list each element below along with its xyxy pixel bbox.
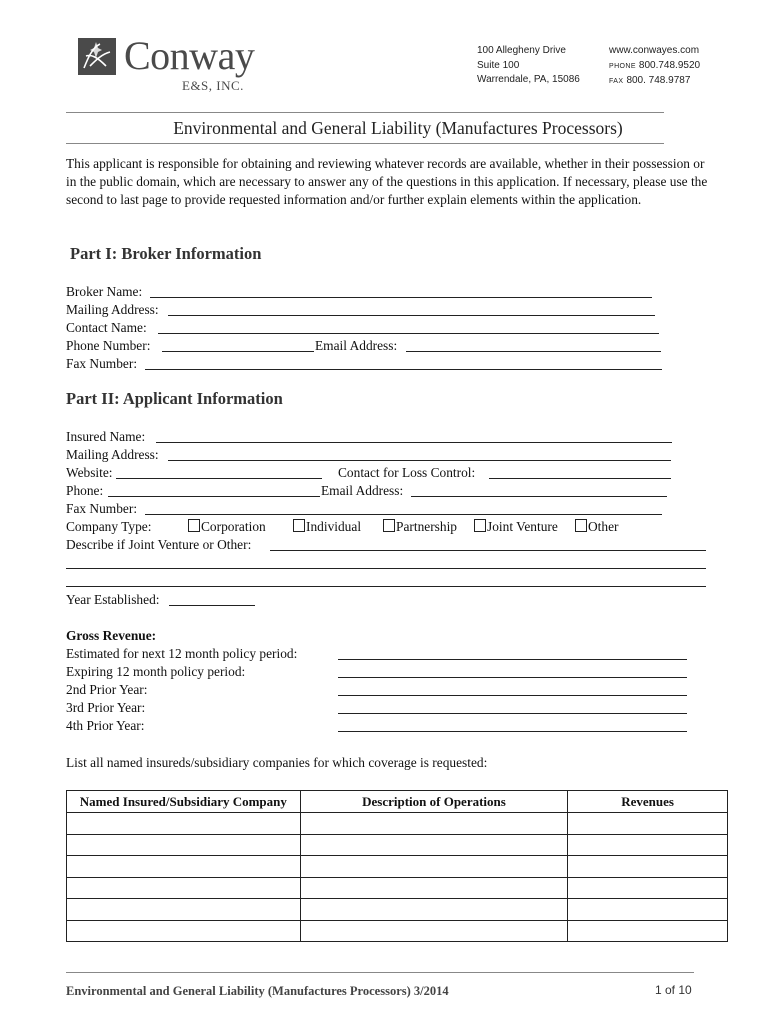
insured-name-row [66,428,145,446]
website-label: Website: [66,465,113,480]
broker-fax-label: Fax Number: [66,356,138,371]
contact-name-label: Contact Name: [66,320,147,335]
column-header-operations: Description of Operations [300,791,568,813]
broker-phone-row [66,337,150,355]
checkbox-other[interactable] [575,519,587,532]
checkbox-joint-venture[interactable] [474,519,486,532]
company-type-label: Company Type: [66,519,152,534]
revenue-row-3rd [66,699,145,717]
table-cell[interactable] [300,834,568,856]
revenue-label: 3rd Prior Year: [66,700,146,715]
revenue-field-estimated[interactable] [338,659,687,660]
revenue-field-3rd[interactable] [338,713,687,714]
phone-value: 800.748.9520 [638,59,701,71]
broker-fax-field[interactable] [145,369,662,370]
table-row [67,899,728,921]
applicant-phone-field[interactable] [108,496,320,497]
broker-email-label: Email Address: [315,338,398,353]
describe-jv-field-line2[interactable] [66,568,706,569]
phone-line [609,59,700,75]
broker-email-field[interactable] [406,351,661,352]
company-type-joint-venture[interactable] [474,518,558,536]
revenue-field-2nd[interactable] [338,695,687,696]
table-row [67,877,728,899]
table-cell[interactable] [67,920,301,942]
footer-text: Environmental and General Liability (Manufactures Processors) 3/2014 [66,984,449,998]
website-field[interactable] [116,478,322,479]
broker-phone-field[interactable] [162,351,314,352]
part1-heading: Part I: Broker Information [70,244,262,263]
address-line: Warrendale, PA, 15086 [477,74,580,85]
revenue-label: Estimated for next 12 month policy period: [66,646,298,661]
table-cell[interactable] [568,834,728,856]
table-cell[interactable] [568,899,728,921]
table-cell[interactable] [300,877,568,899]
loss-control-row [338,464,475,482]
table-cell[interactable] [67,899,301,921]
table-cell[interactable] [300,856,568,878]
website-row [66,464,113,482]
address-line: 100 Allegheny Drive [477,45,566,56]
describe-jv-row [66,536,251,554]
broker-mailing-field[interactable] [168,315,655,316]
company-address [477,44,580,88]
contact-name-field[interactable] [158,333,659,334]
table-cell[interactable] [67,834,301,856]
revenue-row-4th [66,717,145,735]
broker-name-row [66,283,142,301]
broker-mailing-label: Mailing Address: [66,302,159,317]
year-established-label: Year Established: [66,592,160,607]
table-cell[interactable] [67,877,301,899]
company-type-corporation[interactable] [188,518,266,536]
applicant-fax-row [66,500,137,518]
broker-fax-row [66,355,137,373]
individual-label: Individual [306,519,362,534]
phone-label: PHONE [609,62,636,70]
insured-name-label: Insured Name: [66,429,146,444]
title-divider [66,143,664,144]
joint-venture-label: Joint Venture [487,519,558,534]
table-row [67,856,728,878]
year-established-row [66,591,159,609]
company-type-row [66,518,151,536]
checkbox-corporation[interactable] [188,519,200,532]
broker-name-label: Broker Name: [66,284,143,299]
table-row [67,813,728,835]
describe-jv-field-line3[interactable] [66,586,706,587]
table-cell[interactable] [568,856,728,878]
applicant-fax-label: Fax Number: [66,501,138,516]
website-link[interactable]: www.conwayes.com [609,45,700,56]
applicant-mailing-field[interactable] [168,460,671,461]
revenue-label: Expiring 12 month policy period: [66,664,246,679]
contact-name-row [66,319,147,337]
checkbox-partnership[interactable] [383,519,395,532]
company-type-individual[interactable] [293,518,361,536]
company-name: Conway [124,33,255,78]
broker-mailing-row [66,301,159,319]
revenue-field-expiring[interactable] [338,677,687,678]
fax-line [609,74,700,90]
subsidiaries-table [66,790,728,942]
broker-name-field[interactable] [150,297,652,298]
applicant-email-row [321,482,403,500]
partnership-label: Partnership [396,519,457,534]
company-subtitle: E&S, INC. [182,78,244,93]
company-type-other[interactable] [575,518,619,536]
footer-divider [66,972,694,973]
column-header-revenues: Revenues [568,791,728,813]
document-title: Environmental and General Liability (Manufactures Processors) [173,118,623,138]
fax-value: 800. 748.9787 [626,75,691,86]
table-cell[interactable] [67,856,301,878]
fax-label: FAX [609,78,624,85]
table-cell[interactable] [300,813,568,835]
applicant-email-label: Email Address: [321,483,404,498]
revenue-label: 4th Prior Year: [66,718,145,733]
applicant-fax-field[interactable] [145,514,662,515]
corporation-label: Corporation [201,519,266,534]
table-cell[interactable] [300,920,568,942]
describe-jv-field[interactable] [270,550,706,551]
loss-control-field[interactable] [489,478,671,479]
applicant-phone-row [66,482,103,500]
revenue-field-4th[interactable] [338,731,687,732]
table-cell[interactable] [568,877,728,899]
checkbox-individual[interactable] [293,519,305,532]
table-row [67,834,728,856]
applicant-mailing-row [66,446,159,464]
header-divider [66,112,664,113]
table-row [67,920,728,942]
page-number: 1 of 10 [655,983,692,997]
loss-control-label: Contact for Loss Control: [338,465,476,480]
other-label: Other [588,519,619,534]
column-header-named-insured: Named Insured/Subsidiary Company [67,791,301,813]
gross-revenue-heading: Gross Revenue: [66,628,157,643]
company-contact [609,44,700,90]
applicant-phone-label: Phone: [66,483,104,498]
applicant-mailing-label: Mailing Address: [66,447,159,462]
table-cell[interactable] [568,920,728,942]
applicant-email-field[interactable] [411,496,667,497]
intro-paragraph: This applicant is responsible for obtaining and reviewing whatever records are available, whether in their possession or in the public domain, which are necessary to answer any of the questions in this application. If necessary, please use the second to last page to provide requested information and/or further explain elements within the application. [66,156,708,208]
year-established-field[interactable] [169,605,255,606]
company-type-partnership[interactable] [383,518,457,536]
describe-jv-label: Describe if Joint Venture or Other: [66,537,252,552]
revenue-row-estimated [66,645,297,663]
company-logo-mark [78,38,116,75]
subsidiaries-prompt: List all named insureds/subsidiary companies for which coverage is requested: [66,755,488,770]
part2-heading: Part II: Applicant Information [66,389,283,408]
table-cell[interactable] [568,813,728,835]
insured-name-field[interactable] [156,442,672,443]
broker-email-row [315,337,397,355]
broker-phone-label: Phone Number: [66,338,151,353]
revenue-row-2nd [66,681,147,699]
address-line: Suite 100 [477,59,520,71]
table-cell[interactable] [300,899,568,921]
table-cell[interactable] [67,813,301,835]
table-header-row [67,791,728,813]
revenue-label: 2nd Prior Year: [66,682,148,697]
revenue-row-expiring [66,663,245,681]
